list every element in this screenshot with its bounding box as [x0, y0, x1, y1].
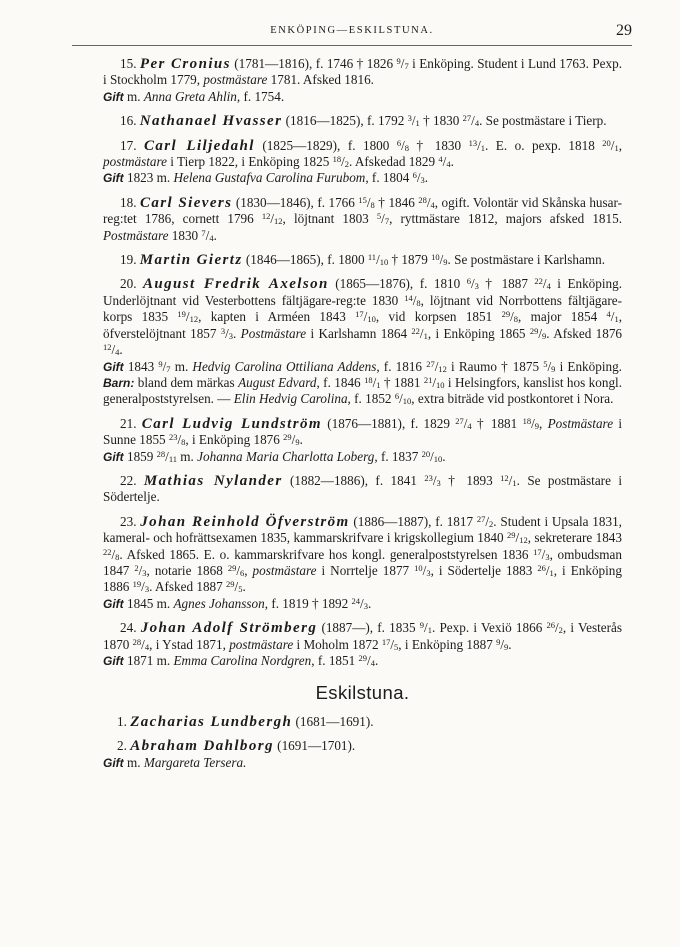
entry-number: 24.	[120, 620, 137, 636]
page-number: 29	[616, 22, 632, 39]
entry-text: (1882—1886), f. 1841 $^{23}/_3$ † 1893 $^{12}/_1$. Se postmästare i Södertelje.	[103, 472, 623, 505]
entry-number: 2.	[117, 738, 127, 754]
entry-paragraph	[103, 138, 622, 171]
entry-text: (1886—1887), f. 1817 $^{27}/_2$. Student i Upsala 1831, kameral- och hofrättsexamen 1835, kammarskrifvare i krigskollegium 1840 $^{29}/_{12}$, sekreterare 1843 $^{22}/_8$. Afsked 1865. E. o. kammarskrifvare hos kongl. generalpoststyrelsen 1836 $^{17}/_3$, ombudsman 1847 $^2/_3$, notarie 1868 $^{29}/_6$, postmästare i Norrtelje 1877 $^{10}/_3$, i Södertelje 1883 $^{26}/_1$, i Enköping 1886 $^{19}/_3$. Afsked 1887 $^{29}/_5$.	[103, 513, 622, 595]
entry-number: 16.	[120, 113, 137, 129]
entry-number: 23.	[120, 513, 137, 529]
entry	[103, 416, 622, 465]
running-title: ENKÖPING—ESKILSTUNA.	[270, 25, 434, 36]
entry-text: (1865—1876), f. 1810 $^6/_3$ † 1887 $^{22}/_4$ i Enköping. Underlöjtnant vid Vesterbottens fältjägare-reg:te 1830 $^{14}/_8$, löjtnant vid Norrbottens fältjägare-korps 1835 $^{19}/_{12}$, kapten i Arméen 1843 $^{17}/_{10}$, vid korpsen 1851 $^{29}/_8$, major 1854 $^4/_1$, öfverstelöjtnant 1857 $^3/_3$. Postmästare i Karlshamn 1864 $^{22}/_1$, i Enköping 1865 $^{29}/_9$. Afsked 1876 $^{12}/_4$.	[103, 276, 623, 358]
section-heading: Eskilstuna.	[315, 682, 410, 704]
entry-number: 18.	[120, 194, 137, 210]
entry-paragraph	[103, 113, 622, 129]
entry-text: (1825—1829), f. 1800 $^6/_8$ † 1830 $^{13}/_1$. E. o. pexp. 1818 $^{20}/_1$, postmästare i Tierp 1822, i Enköping 1825 $^{18}/_2$. Afskedad 1829 $^4/_4$.	[103, 137, 622, 170]
marriage-line: Gift 1843 $^9/_7$ m. Hedvig Carolina Ottiliana Addens, f. 1816 $^{27}/_{12}$ i Raumo † 1875 $^5/_9$ i Enköping. Barn: bland dem märkas August Edvard, f. 1846 $^{18}/_1$ † 1881 $^{21}/_{10}$ i Helsingfors, kanslist hos kongl. generalpoststyrelsen. — Elin Hedvig Carolina, f. 1852 $^6/_{10}$, extra biträde vid postkontoret i Nora.	[103, 358, 623, 407]
person-name: Zacharias Lundbergh	[130, 713, 293, 730]
person-name: Abraham Dahlborg	[130, 738, 274, 755]
entry	[103, 252, 622, 268]
person-name: Martin Giertz	[139, 252, 243, 269]
entry-text: (1691—1701).	[273, 738, 356, 754]
entry-paragraph	[103, 714, 622, 730]
marriage-line: Gift 1823 m. Helena Gustafva Carolina Furubom, f. 1804 $^6/_3$.	[103, 170, 429, 186]
running-head	[72, 22, 632, 43]
entry-text: (1681—1691).	[292, 713, 374, 729]
entry	[103, 473, 622, 506]
marriage-line: Gift 1845 m. Agnes Johansson, f. 1819 † 1892 $^{24}/_3$.	[103, 595, 372, 611]
entry	[103, 276, 622, 407]
entry	[103, 738, 622, 771]
entry-text: (1781—1816), f. 1746 † 1826 $^9/_7$ i Enköping. Student i Lund 1763. Pexp. i Stockholm 1779, postmästare 1781. Afsked 1816.	[103, 56, 623, 88]
eskilstuna-entries	[103, 714, 622, 771]
entry	[103, 514, 622, 612]
header-rule	[72, 45, 632, 46]
entry-number: 22.	[120, 472, 137, 488]
entry-paragraph	[103, 738, 622, 754]
entry	[103, 620, 622, 669]
entry-text: (1887—), f. 1835 $^9/_1$. Pexp. i Vexiö 1866 $^{26}/_2$, i Vesterås 1870 $^{28}/_4$, i Ystad 1871, postmästare i Moholm 1872 $^{17}/_5$, i Enköping 1887 $^9/_9$.	[103, 620, 622, 652]
document-body	[103, 56, 622, 779]
entry-number: 19.	[120, 252, 137, 268]
entry	[103, 113, 622, 129]
entry-text: (1830—1846), f. 1766 $^{15}/_8$ † 1846 $^{28}/_4$, ogift. Volontär vid Skånska husar-reg:tet 1786, cornett 1796 $^{12}/_{12}$, löjtnant 1803 $^5/_7$, ryttmästare 1812, majors afsked 1815. Postmästare 1830 $^7/_4$.	[103, 194, 623, 243]
entry	[103, 714, 622, 730]
entry	[103, 138, 622, 187]
marriage-line: Gift m. Margareta Tersera.	[103, 754, 247, 770]
entry-text: (1876—1881), f. 1829 $^{27}/_4$ † 1881 $^{18}/_9$, Postmästare i Sunne 1855 $^{23}/_8$, i Enköping 1876 $^{29}/_9$.	[103, 415, 623, 448]
entry-paragraph	[103, 620, 622, 653]
marriage-line: Gift 1871 m. Emma Carolina Nordgren, f. 1851 $^{29}/_4$.	[103, 653, 379, 668]
enkoping-entries	[103, 56, 622, 669]
entry-number: 20.	[120, 276, 137, 292]
entry	[103, 195, 622, 244]
entry-paragraph	[103, 252, 622, 268]
entry-paragraph	[103, 514, 622, 596]
person-name: Johan Reinhold Öfverström	[140, 513, 350, 530]
marriage-line: Gift 1859 $^{28}/_{11}$ m. Johanna Maria Charlotta Loberg, f. 1837 $^{20}/_{10}$.	[103, 448, 446, 464]
person-name: August Fredrik Axelson	[142, 276, 329, 293]
person-name: Carl Liljedahl	[143, 137, 255, 154]
entry-paragraph	[103, 195, 622, 244]
person-name: Nathanael Hvasser	[139, 113, 283, 130]
entry-paragraph	[103, 473, 622, 506]
entry-number: 15.	[120, 56, 137, 71]
entry-number: 17.	[120, 137, 137, 153]
entry-text: (1816—1825), f. 1792 $^3/_1$ † 1830 $^{27}/_4$. Se postmästare i Tierp.	[282, 113, 607, 129]
entry-text: (1846—1865), f. 1800 $^{11}/_{10}$ † 1879 $^{10}/_9$. Se postmästare i Karlshamn.	[242, 252, 605, 268]
person-name: Carl Sievers	[139, 194, 233, 211]
entry-number: 21.	[120, 415, 137, 431]
entry-paragraph	[103, 276, 622, 358]
entry-paragraph	[103, 56, 622, 89]
person-name: Johan Adolf Strömberg	[140, 620, 318, 637]
person-name: Per Cronius	[139, 56, 231, 72]
person-name: Carl Ludvig Lundström	[141, 415, 322, 432]
entry-paragraph	[103, 416, 622, 449]
person-name: Mathias Nylander	[143, 472, 283, 489]
entry	[103, 56, 622, 105]
entry-number: 1.	[117, 713, 127, 729]
marriage-line: Gift m. Anna Greta Ahlin, f. 1754.	[103, 88, 285, 104]
